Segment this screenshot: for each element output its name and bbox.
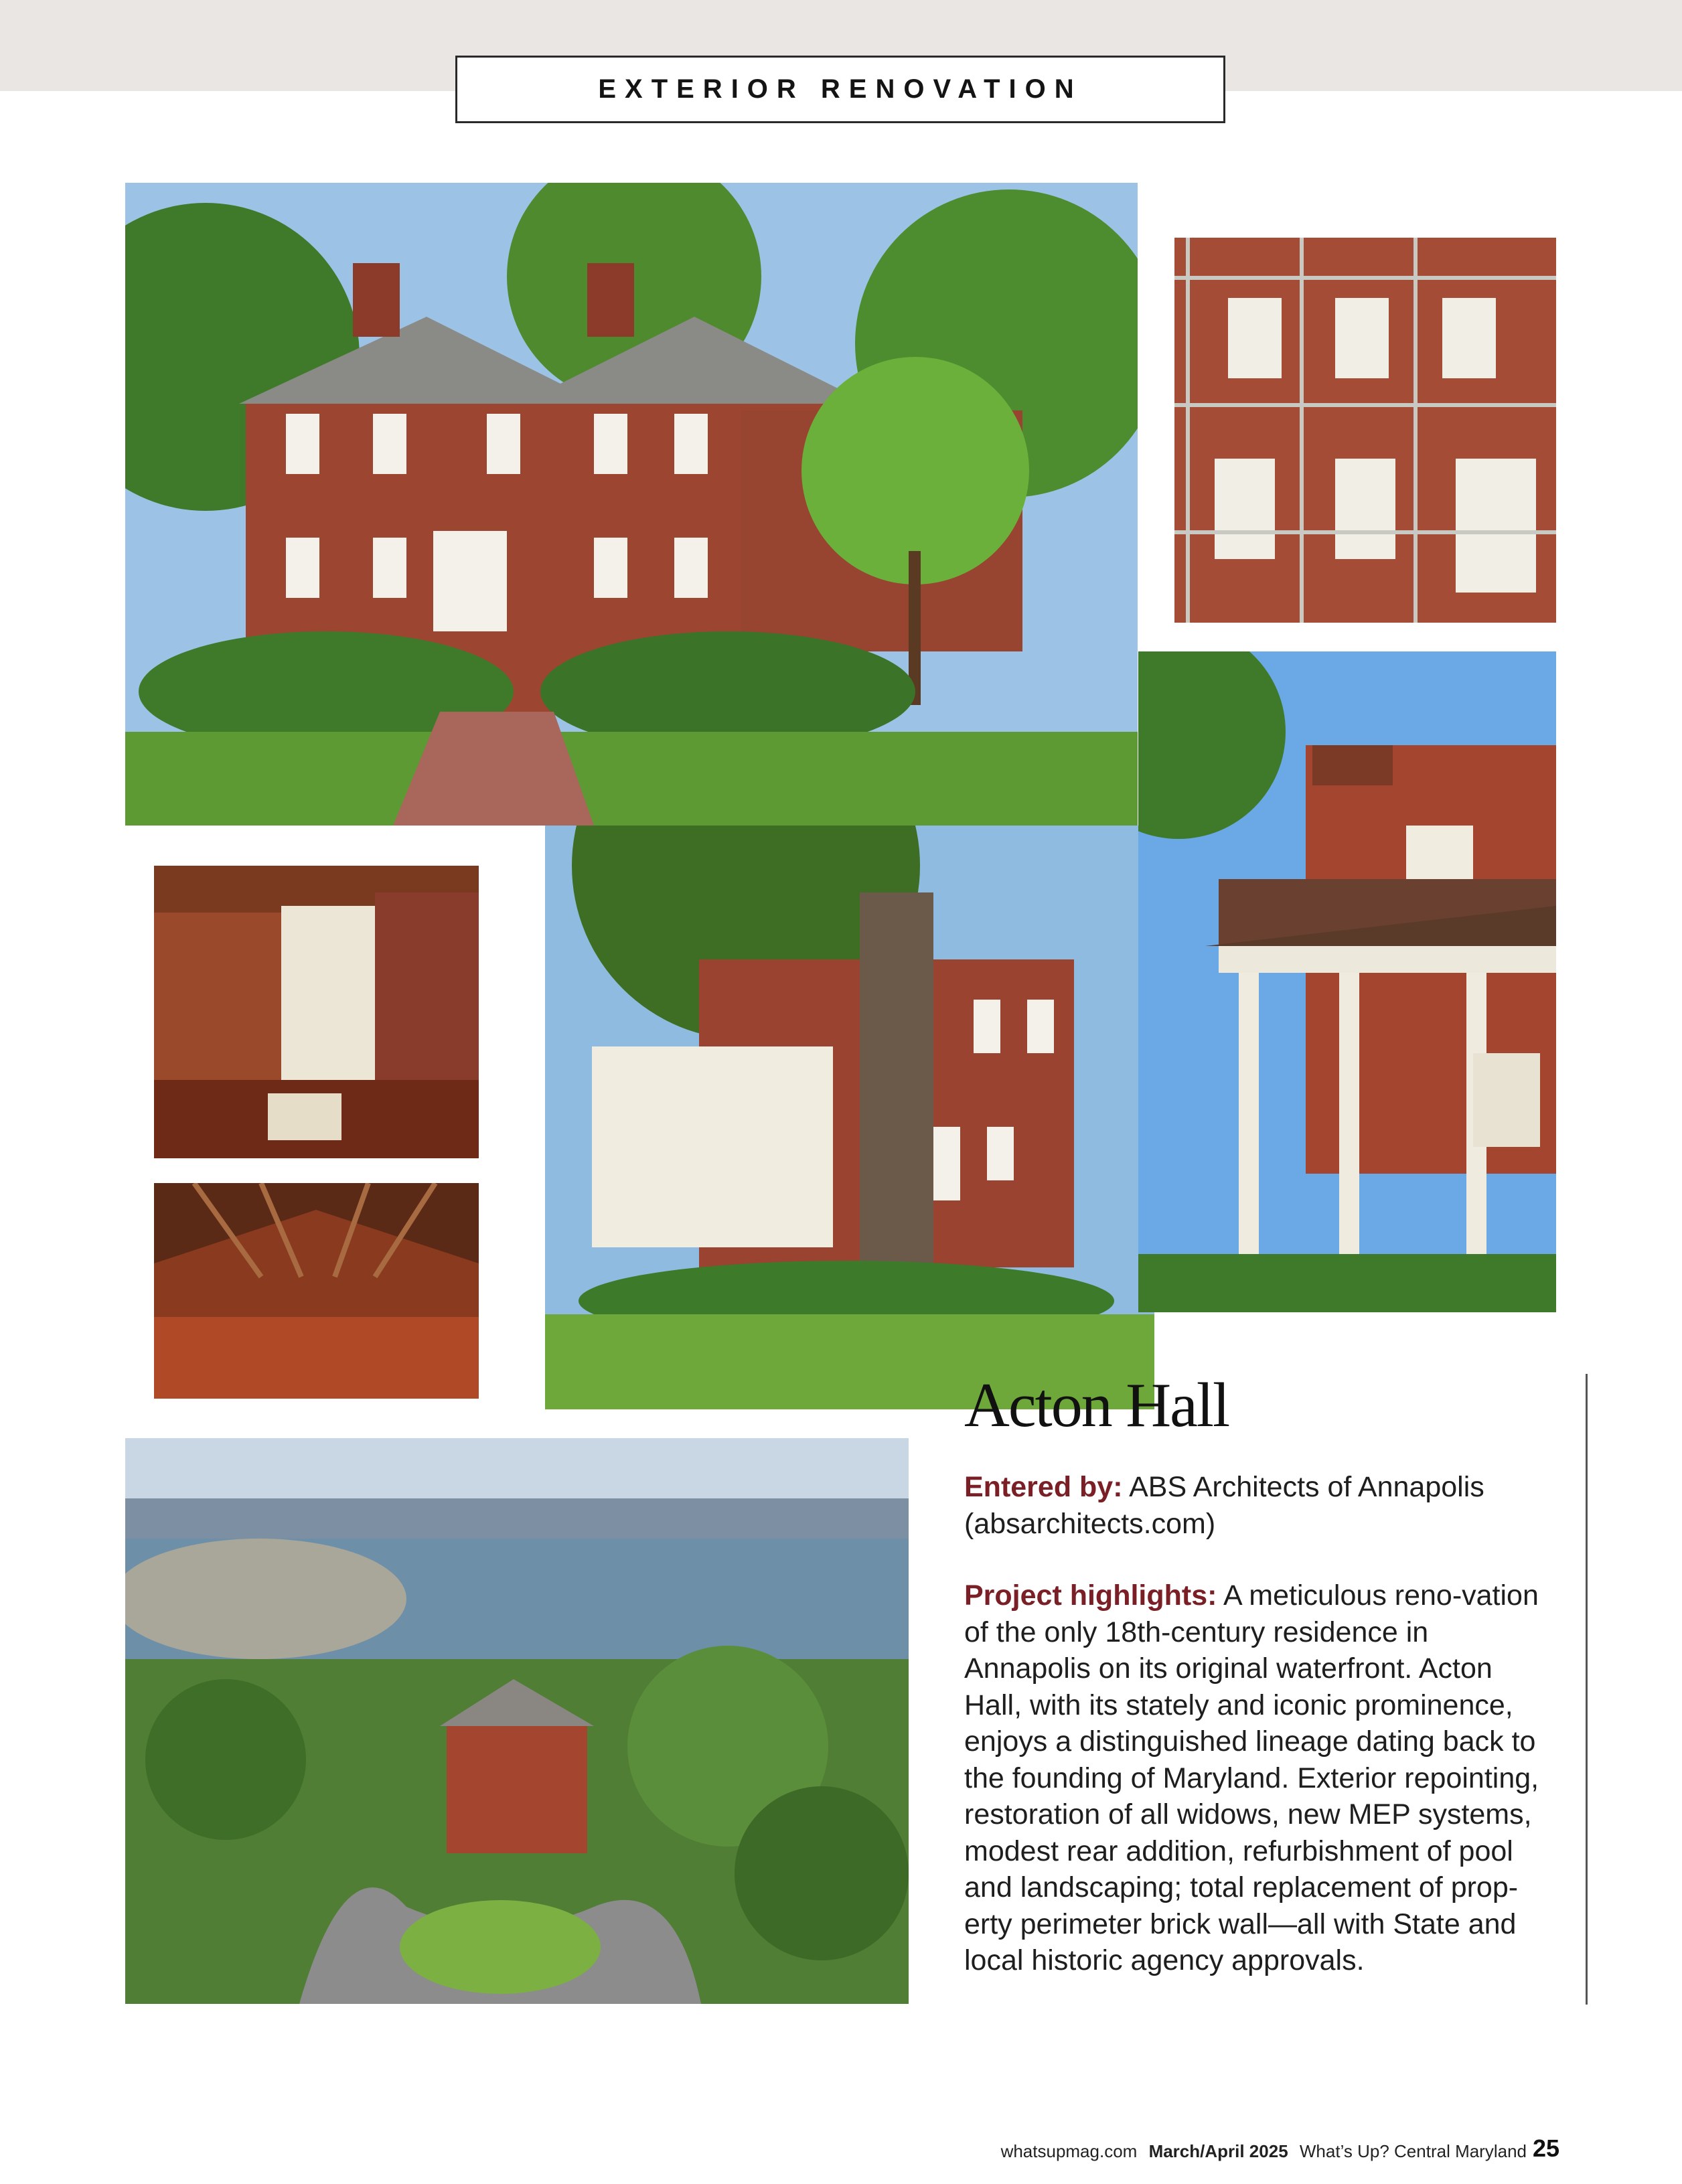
photo-front-facade (125, 183, 1138, 826)
entered-by-label: Entered by: (964, 1471, 1123, 1503)
photo-rear-addition (545, 826, 1154, 1409)
project-highlights-value: A meticulous reno-vation of the only 18th-century residence in Annapolis on its original waterfront. Acton Hall, with its stately and iconic prominence, enjoys a distinguished lineage dating back to the founding of Maryland. Exterior repointing, restoration of all widows, new MEP systems, modest rear addition, refurbishment of pool and landscaping; total replacement of prop-erty perimeter brick wall—all with State and local historic agency approvals. (964, 1579, 1539, 1976)
entered-by-value: ABS Architects of Annapolis (absarchitects.com) (964, 1471, 1484, 1540)
section-label: EXTERIOR RENOVATION (598, 74, 1083, 104)
footer-issue: March/April 2025 (1148, 2141, 1288, 2161)
project-highlights-paragraph (964, 1577, 1540, 1979)
article-title: Acton Hall (964, 1371, 1229, 1440)
column-rule (1586, 1374, 1588, 2005)
photo-interior-door (154, 866, 479, 1158)
page-number: 25 (1532, 2134, 1559, 2162)
page-footer (1001, 2141, 1527, 2162)
photo-attic-rafters (154, 1183, 479, 1399)
entered-by-paragraph (964, 1469, 1540, 1542)
section-header-box (455, 56, 1225, 123)
photo-porch (1138, 651, 1556, 1312)
photo-aerial-view (125, 1438, 909, 2004)
photo-scaffolding (1174, 238, 1556, 623)
project-highlights-label: Project highlights: (964, 1579, 1217, 1612)
footer-site: whatsupmag.com (1000, 2141, 1138, 2161)
footer-magazine: What’s Up? Central Maryland (1299, 2141, 1527, 2161)
